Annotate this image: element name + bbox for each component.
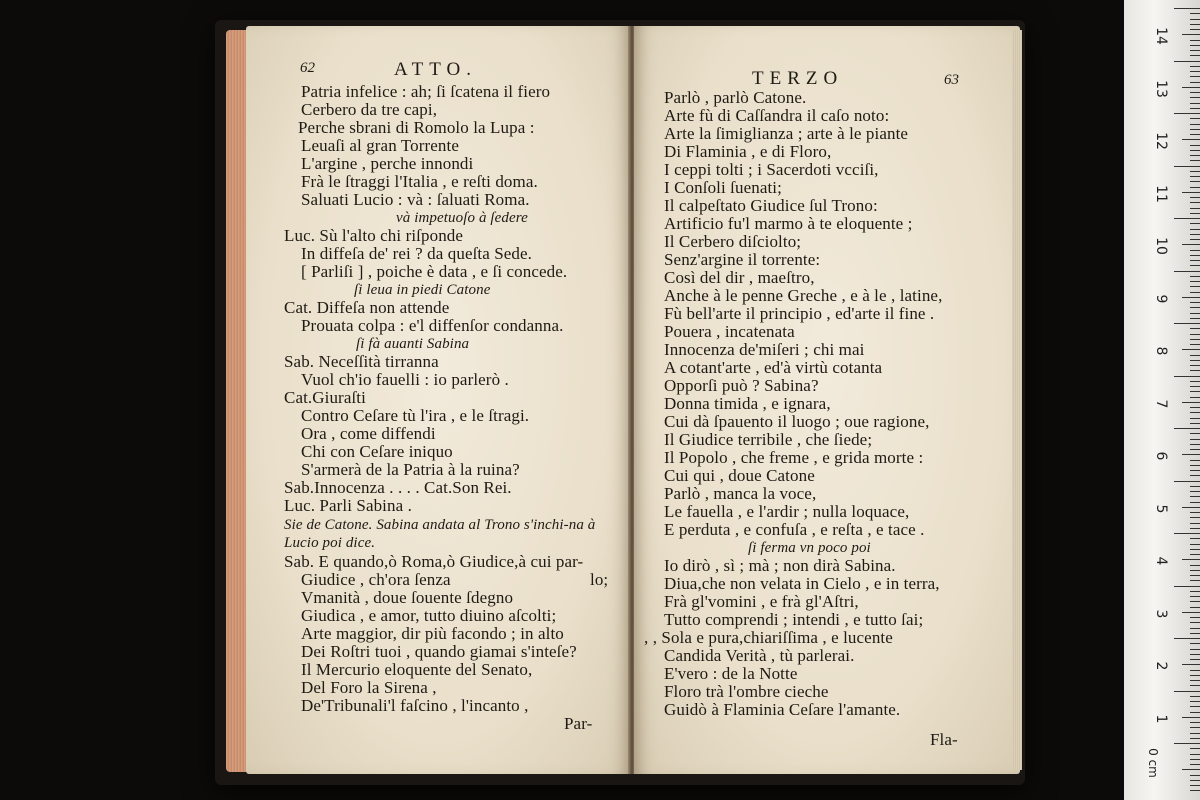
ruler-tick [1190,334,1200,335]
ruler-tick [1190,181,1200,182]
ruler-tick [1190,103,1200,104]
ruler-tick [1190,370,1200,371]
text-line: Leuaſi al gran Torrente [301,136,459,155]
ruler-tick [1190,680,1200,681]
ruler-tick [1190,391,1200,392]
text-line: Contro Ceſare tù l'ira , e le ſtragi. [301,406,530,425]
text-line: Le fauella , e l'ardir ; nulla loquace, [664,502,910,521]
ruler-tick [1190,386,1200,387]
ruler-tick [1190,496,1200,497]
ruler-tick [1190,355,1200,356]
ruler-tick [1190,601,1200,602]
text-line: Dei Roſtri tuoi , quando giamai s'inteſe? [301,642,577,661]
ruler-tick [1190,171,1200,172]
text-line: Anche à le penne Greche , e à le , latine, [664,286,943,305]
ruler-tick [1190,40,1200,41]
ruler-tick [1190,565,1200,566]
ruler-tick [1190,92,1200,93]
ruler-label: 10 [1153,237,1169,255]
ruler-tick [1190,265,1200,266]
ruler-label: 12 [1153,132,1169,150]
ruler-tick [1190,470,1200,471]
ruler-label: 1 [1153,714,1169,723]
ruler-tick [1190,202,1200,203]
ruler-label: 11 [1153,184,1169,203]
ruler-label: 4 [1153,556,1169,566]
text-line: Luc. Parli Sabina . [284,496,412,515]
text-line: Così del dir , maeſtro, [664,268,815,287]
ruler-tick [1190,596,1200,597]
ruler-tick [1190,475,1200,476]
ruler-tick [1190,381,1200,382]
text-line: Cat.Giuraſti [284,388,366,407]
ruler-tick [1190,617,1200,618]
text-line: Artificio fu'l marmo à te eloquente ; [664,214,913,233]
ruler-tick [1190,29,1200,30]
ruler-tick [1190,722,1200,723]
ruler-label: 2 [1153,661,1169,671]
ruler-label: 13 [1153,79,1169,98]
ruler-tick [1174,323,1200,324]
text-line: Prouata colpa : e'l diffenſor condanna. [301,316,564,335]
ruler-tick [1190,276,1200,277]
text-line: Senz'argine il torrente: [664,250,821,269]
ruler-tick [1190,24,1200,25]
ruler-tick [1190,528,1200,529]
ruler-tick [1190,412,1200,413]
ruler-tick [1190,45,1200,46]
ruler-tick [1190,160,1200,161]
ruler-tick [1174,218,1200,219]
right-running-head: TERZO [752,68,844,89]
text-line: Cerbero da tre capi, [301,100,438,119]
ruler-tick [1190,643,1200,644]
ruler-tick [1190,187,1200,188]
ruler-label: 9 [1153,294,1169,303]
text-line: Cui qui , doue Catone [664,466,815,485]
ruler-tick [1190,281,1200,282]
text-line: I ceppi tolti ; i Sacerdoti vcciſi, [664,160,879,179]
ruler-tick [1190,55,1200,56]
text-line: Arte maggior, dir più facondo ; in alto [301,624,564,643]
text-line: Fù bell'arte il principio , ed'arte il fine . [664,304,935,323]
text-line: Arte fù di Caſſandra il caſo noto: [664,106,890,125]
text-line: Vmanità , doue ſouente ſdegno [301,588,514,607]
ruler-tick [1174,638,1200,639]
text-line: Di Flaminia , e di Floro, [664,142,832,161]
ruler-tick [1190,423,1200,424]
ruler-label: 14 [1153,27,1169,45]
text-line: Ora , come diffendi [301,424,436,443]
ruler-tick [1190,670,1200,671]
ruler-tick [1182,664,1200,665]
ruler-tick [1190,696,1200,697]
text-line: Perche sbrani di Romolo la Lupa : [298,118,535,137]
ruler-tick [1190,176,1200,177]
ruler-label: 3 [1153,609,1169,618]
ruler-tick [1182,769,1200,770]
ruler-tick [1190,622,1200,623]
text-line: Frà gl'vomini , e frà gl'Aſtri, [664,592,859,611]
ruler-tick [1190,439,1200,440]
ruler-tick [1190,13,1200,14]
ruler-tick [1190,118,1200,119]
ruler-unit-label: 0 cm [1145,748,1160,778]
ruler-tick [1190,785,1200,786]
text-line: Guidò à Flaminia Ceſare l'amante. [664,700,901,719]
ruler-tick [1190,286,1200,287]
ruler-tick [1190,754,1200,755]
ruler-tick [1190,108,1200,109]
ruler-label: 8 [1153,346,1169,356]
ruler-tick [1190,250,1200,251]
ruler-tick [1190,229,1200,230]
ruler-tick [1190,418,1200,419]
ruler-tick [1190,780,1200,781]
text-line: De'Tribunali'l faſcino , l'incanto , [301,696,529,715]
ruler-tick [1190,654,1200,655]
ruler-tick [1190,759,1200,760]
ruler-tick [1182,34,1200,35]
ruler-tick [1190,292,1200,293]
ruler-label: 5 [1153,504,1169,513]
text-line: Par- [564,714,593,733]
right-page [634,26,1020,774]
stage-direction-line: ſi fà auanti Sabina [356,336,470,352]
ruler-tick [1190,313,1200,314]
text-line: Fla- [930,730,958,749]
ruler-tick [1182,559,1200,560]
ruler-tick [1190,97,1200,98]
text-line: Giudica , e amor, tutto diuino aſcolti; [301,606,557,625]
ruler-tick [1190,465,1200,466]
ruler-tick [1190,50,1200,51]
ruler-tick [1190,239,1200,240]
ruler-tick [1190,82,1200,83]
ruler-tick [1190,328,1200,329]
ruler-tick [1174,113,1200,114]
ruler-tick [1182,192,1200,193]
ruler-tick [1190,727,1200,728]
text-line: Giudice , ch'ora ſenza [301,570,451,589]
ruler-tick [1190,155,1200,156]
ruler-tick [1182,244,1200,245]
text-line: Arte la ſimiglianza ; arte à le piante [664,124,909,143]
ruler-tick [1174,691,1200,692]
ruler-tick [1174,166,1200,167]
ruler-tick [1190,591,1200,592]
text-line: Cat. Diffeſa non attende [284,298,450,317]
text-line: Diua,che non velata in Cielo , e in terra, [664,574,940,593]
ruler-tick [1190,444,1200,445]
ruler-tick [1190,517,1200,518]
ruler-tick [1190,706,1200,707]
ruler-tick [1190,150,1200,151]
ruler-tick [1190,649,1200,650]
ruler-tick [1182,612,1200,613]
ruler-tick [1190,685,1200,686]
ruler-tick [1190,764,1200,765]
left-running-head: ATTO. [394,59,477,80]
text-line: Cui dà ſpauento il luogo ; oue ragione, [664,412,930,431]
ruler-tick [1190,523,1200,524]
text-line: Io dirò , sì ; mà ; non dirà Sabina. [664,556,896,575]
ruler-tick [1190,659,1200,660]
ruler-tick [1190,733,1200,734]
ruler-tick [1174,376,1200,377]
ruler-tick [1182,717,1200,718]
ruler-tick [1190,633,1200,634]
ruler-tick [1174,8,1200,9]
ruler-tick [1190,580,1200,581]
text-line: Opporſi può ? Sabina? [664,376,819,395]
ruler-tick [1190,260,1200,261]
text-line: A cotant'arte , ed'à virtù cotanta [664,358,883,377]
ruler-tick [1182,349,1200,350]
ruler-tick [1190,197,1200,198]
text-line: Floro trà l'ombre cieche [664,682,829,701]
text-line: Vuol ch'io fauelli : io parlerò . [301,370,509,389]
text-line: Del Foro la Sirena , [301,678,437,697]
text-line: Pouera , incatenata [664,322,795,341]
ruler-tick [1190,213,1200,214]
right-page-edge [1012,30,1022,770]
text-line: Il Giudice terribile , che ſiede; [664,430,873,449]
ruler-tick [1190,607,1200,608]
left-page [246,26,630,774]
text-line: Sab. E quando,ò Roma,ò Giudice,à cui par- [284,552,584,571]
text-line: Frà le ſtraggi l'Italia , e reſti doma. [301,172,538,191]
book-fore-edge [226,30,248,772]
ruler-tick [1174,428,1200,429]
ruler-tick [1190,339,1200,340]
text-line: Luc. Sù l'alto chi riſponde [284,226,464,245]
ruler-tick [1190,712,1200,713]
ruler-tick [1190,790,1200,791]
text-line: Tutto comprendi ; intendi , e tutto ſai; [664,610,924,629]
text-line: [ Parliſi ] , poiche è data , e ſi concede. [301,262,568,281]
ruler-tick [1182,507,1200,508]
ruler-tick [1190,360,1200,361]
text-line: lo; [590,570,609,589]
ruler-tick [1182,454,1200,455]
ruler-tick [1174,61,1200,62]
text-line: Donna timida , e ignara, [664,394,831,413]
ruler-tick [1190,433,1200,434]
ruler-tick [1190,134,1200,135]
ruler-tick [1190,71,1200,72]
ruler-tick [1190,365,1200,366]
ruler-tick [1190,145,1200,146]
ruler-tick [1190,318,1200,319]
ruler-tick [1190,223,1200,224]
text-line: Sab.Innocenza . . . . Cat.Son Rei. [284,478,512,497]
right-page-number: 63 [944,72,959,88]
ruler-tick [1190,208,1200,209]
ruler-tick [1182,402,1200,403]
ruler-tick [1190,449,1200,450]
ruler-tick [1190,302,1200,303]
ruler-tick [1190,124,1200,125]
ruler-tick [1190,491,1200,492]
ruler-tick [1190,129,1200,130]
text-line: Il calpeſtato Giudice ſul Trono: [664,196,878,215]
text-line: Chi con Ceſare iniquo [301,442,453,461]
ruler-tick [1190,748,1200,749]
ruler-tick [1190,738,1200,739]
ruler-tick [1190,397,1200,398]
ruler-tick [1190,19,1200,20]
ruler-tick [1190,307,1200,308]
ruler-tick [1182,139,1200,140]
ruler-label: 6 [1153,451,1169,461]
text-line: Saluati Lucio : và : ſaluati Roma. [301,190,530,209]
ruler-tick [1190,486,1200,487]
text-line: Il Popolo , che freme , e grida morte : [664,448,924,467]
ruler-tick [1190,628,1200,629]
ruler-tick [1190,502,1200,503]
stage-direction-line: và impetuoſo à ſedere [396,210,528,226]
ruler-tick [1190,675,1200,676]
text-line: Sab. Neceſſità tirranna [284,352,439,371]
text-line: Parlò , parlò Catone. [664,88,807,107]
ruler-tick [1190,512,1200,513]
text-line: Candida Verità , tù parlerai. [664,646,855,665]
ruler-tick [1190,575,1200,576]
ruler-tick [1190,76,1200,77]
stage-direction-line: Sie de Catone. Sabina andata al Trono s'inchi-na à Lucio poi dice. [284,517,596,551]
ruler-tick [1190,544,1200,545]
ruler-tick [1174,271,1200,272]
text-line: , , Sola e pura,chiariſſima , e lucente [644,628,893,647]
ruler-tick [1190,701,1200,702]
ruler-tick [1174,481,1200,482]
ruler-tick [1190,407,1200,408]
ruler-tick [1174,586,1200,587]
ruler-tick [1190,538,1200,539]
ruler-tick [1190,549,1200,550]
text-line: I Conſoli ſuenati; [664,178,782,197]
ruler-tick [1190,554,1200,555]
text-line: E perduta , e confuſa , e reſta , e tace . [664,520,925,539]
ruler-tick [1182,87,1200,88]
text-line: In diffeſa de' rei ? da queſta Sede. [301,244,533,263]
stage-direction-line: ſi leua in piedi Catone [354,282,491,298]
ruler-tick [1190,460,1200,461]
ruler-tick [1190,344,1200,345]
ruler-tick [1190,66,1200,67]
text-line: Patria infelice : ah; ſi ſcatena il fiero [301,82,551,101]
text-line: E'vero : de la Notte [664,664,798,683]
ruler-tick [1182,297,1200,298]
ruler-label: 7 [1153,399,1169,408]
text-line: L'argine , perche innondi [301,154,474,173]
text-line: S'armerà de la Patria à la ruina? [301,460,520,479]
text-line: Il Cerbero diſciolto; [664,232,802,251]
ruler-tick [1174,533,1200,534]
text-line: Il Mercurio eloquente del Senato, [301,660,533,679]
text-line: Parlò , manca la voce, [664,484,817,503]
ruler-tick [1174,743,1200,744]
ruler-tick [1190,234,1200,235]
left-page-number: 62 [300,60,315,76]
ruler-tick [1190,775,1200,776]
text-line: Innocenza de'miſeri ; chi mai [664,340,865,359]
ruler-tick [1190,570,1200,571]
stage-direction-line: ſi ferma vn poco poi [748,540,871,556]
ruler-tick [1190,255,1200,256]
